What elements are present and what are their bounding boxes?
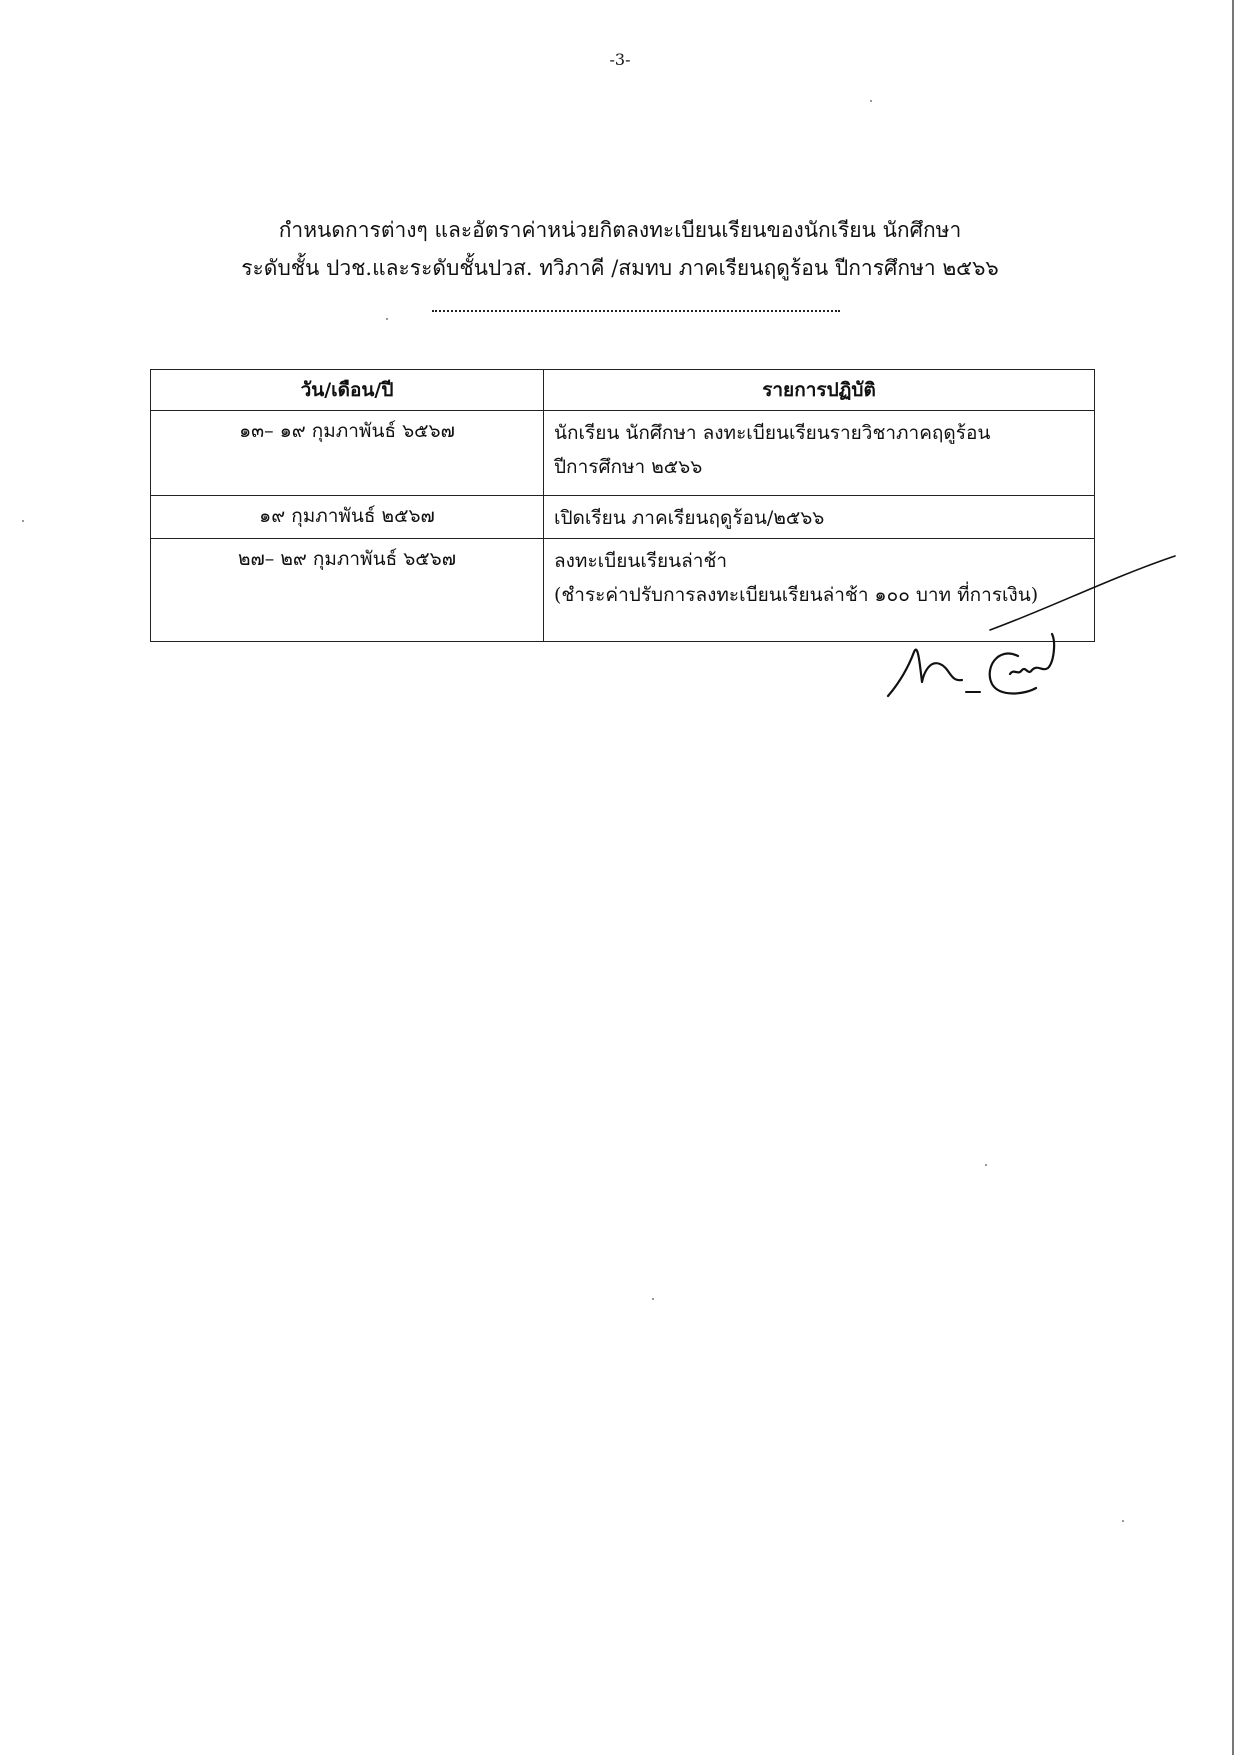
scan-speck [22, 520, 24, 522]
scan-speck [652, 1298, 654, 1300]
page-number: -3- [609, 50, 631, 69]
header-date: วัน/เดือน/ปี [151, 370, 544, 411]
row-task [544, 411, 1095, 496]
dotted-divider [432, 310, 840, 312]
row-task-line: นักเรียน นักศึกษา ลงทะเบียนเรียนรายวิชาภาคฤดูร้อน [554, 422, 991, 444]
scan-speck [985, 1164, 987, 1166]
row-date: ๑๓– ๑๙ กุมภาพันธ์ ๖๕๖๗ [151, 411, 544, 496]
row-task-line: ปีการศึกษา ๒๕๖๖ [554, 456, 703, 478]
document-title-line-1: กำหนดการต่างๆ และอัตราค่าหน่วยกิตลงทะเบียนเรียนของนักเรียน นักศึกษา [278, 218, 962, 242]
row-task [544, 496, 1095, 539]
row-task-line: (ชำระค่าปรับการลงทะเบียนเรียนล่าช้า ๑๐๐ บาท ที่การเงิน) [554, 584, 1039, 606]
scan-speck [870, 100, 872, 102]
signature [880, 550, 1180, 720]
row-date: ๑๙ กุมภาพันธ์ ๒๕๖๗ [151, 496, 544, 539]
scan-edge [1232, 0, 1234, 1755]
document-title-line-2: ระดับชั้น ปวช.และระดับชั้นปวส. ทวิภาคี /สมทบ ภาคเรียนฤดูร้อน ปีการศึกษา ๒๕๖๖ [241, 256, 999, 280]
scan-speck [386, 318, 388, 320]
table-header-row [151, 370, 1095, 411]
header-task: รายการปฏิบัติ [544, 370, 1095, 411]
table-row [151, 411, 1095, 496]
table-row [151, 496, 1095, 539]
row-date: ๒๗– ๒๙ กุมภาพันธ์ ๖๕๖๗ [151, 539, 544, 642]
row-task-line: เปิดเรียน ภาคเรียนฤดูร้อน/๒๕๖๖ [554, 507, 825, 529]
scan-speck [1122, 1520, 1124, 1522]
row-task-line: ลงทะเบียนเรียนล่าช้า [554, 550, 728, 572]
